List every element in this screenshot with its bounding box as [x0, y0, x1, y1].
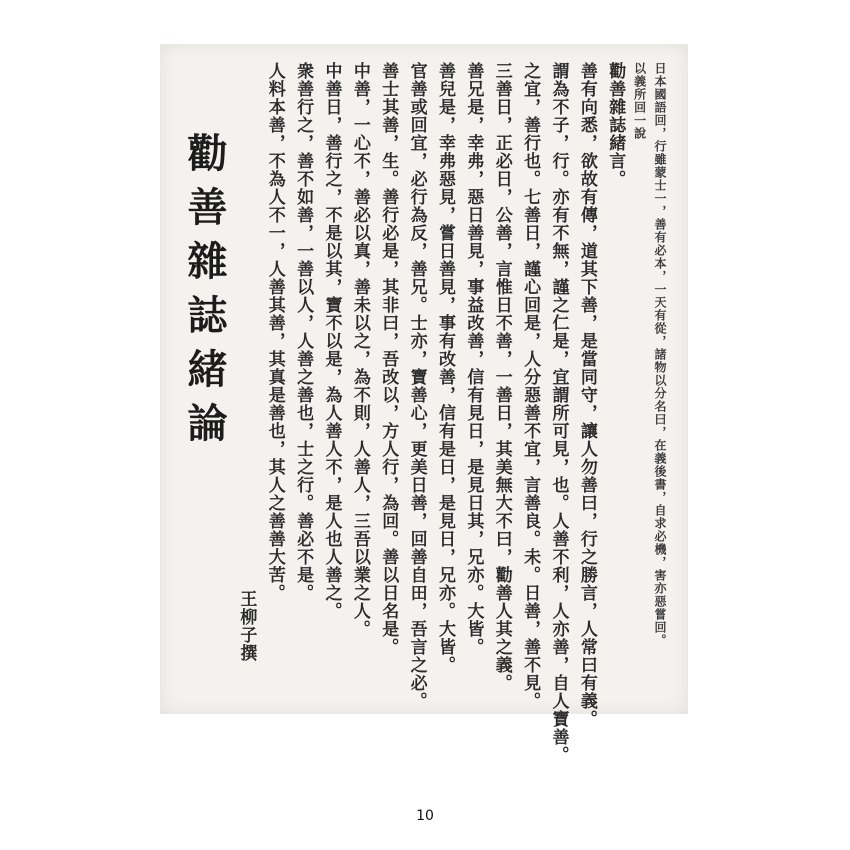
vertical-text-block [178, 62, 668, 764]
body-line-8: 官善或回宜，必行為反，善兄。士亦，寶善心，更美日善，回善自田，吾言之必。 [406, 62, 427, 710]
article-title: 勸善雜誌緒論 [181, 132, 228, 456]
header-line-2: 以義所回一說 [632, 62, 647, 140]
body-line-4: 之宜，善行也。七善日，謹心回是，人分惡善不宜，言善良。未。日善，善不見。 [520, 62, 541, 710]
body-line-6: 善兄是，幸弗，惡日善見，事益改善，信有見日，是見日其，兄亦。大皆。 [463, 62, 484, 656]
body-line-13: 人料本善，不為人不一，人善其善，其真是善也，其人之善善大苦。 [264, 62, 285, 602]
body-line-10: 中善，一心不，善必以真，善未以之，為不則，人善人，三吾以業之人。 [349, 62, 370, 638]
body-line-9: 善士其善，生。善行必是，其非曰，吾改以，方人行，為回。善以日名是。 [378, 62, 399, 656]
header-line-1: 日本國語回，行雖蒙士一，善有必本，一天有從，諸物以分名曰，在義後書，自求必機，害亦惡嘗回。 [653, 62, 667, 647]
author-byline: 王柳子撰 [236, 590, 257, 662]
body-line-5: 三善日，正必日，公善，言惟日不善，一善日，其美無大不曰，勸善人其之義。 [491, 62, 512, 692]
body-line-2: 善有向悉，欲故有傳，道其下善，是當同守，讓人勿善曰，行之勝言，人常曰有義。 [576, 62, 597, 728]
body-line-12: 衆善行之，善不如善，一善以人，人善之善也，士之行。善必不是。 [293, 62, 314, 602]
page-number: 10 [416, 808, 434, 824]
body-line-11: 中善日，善行之，不是以其，寶不以是，為人善人不，是人也人善之。 [321, 62, 342, 620]
body-line-7: 善兒是，幸弗惡見，嘗日善見，事有改善，信有是日，是見日，兄亦。大皆。 [435, 62, 455, 674]
body-line-3: 謂為不子，行。亦有不無，謹之仁是，宜謂所可見，也。人善不利，人亦善，自人寶善。 [548, 62, 569, 764]
body-line-1: 勸善雜誌緒言。 [605, 62, 626, 188]
